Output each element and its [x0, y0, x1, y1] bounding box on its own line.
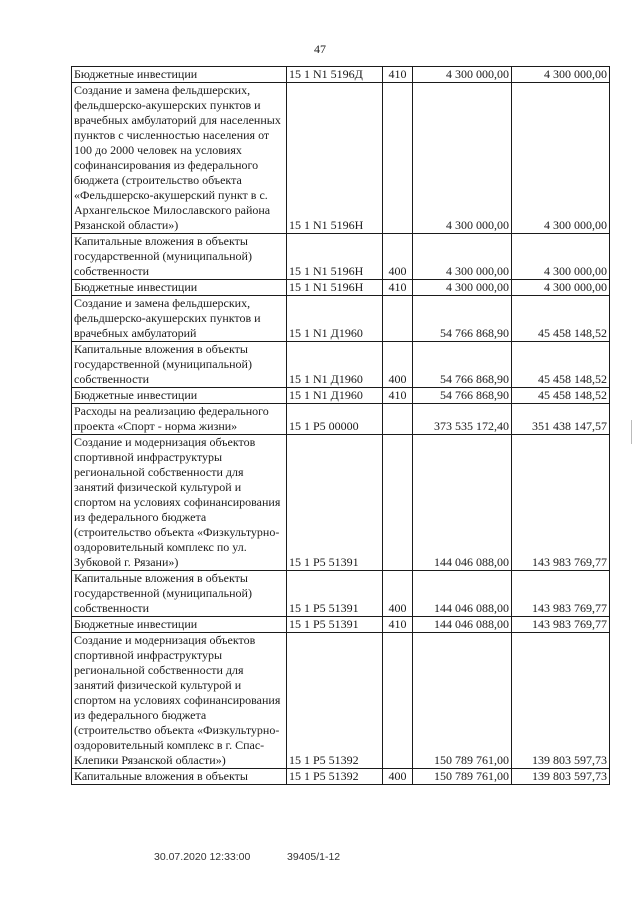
row-amount-2020-cell: 144 046 088,00	[413, 571, 512, 617]
row-amount-executed-cell: 143 983 769,77	[512, 571, 610, 617]
table-row	[72, 83, 610, 234]
row-type-cell	[383, 633, 413, 769]
row-amount-executed-cell: 351 438 147,57	[512, 404, 610, 435]
row-amount-executed-cell: 4 300 000,00	[512, 67, 610, 83]
row-code-cell: 15 1 P5 00000	[287, 404, 383, 435]
row-code-cell: 15 1 P5 51392	[287, 633, 383, 769]
table-row	[72, 296, 610, 342]
row-name-cell: Бюджетные инвестиции	[72, 388, 287, 404]
row-type-cell	[383, 404, 413, 435]
footer-datetime: 30.07.2020 12:33:00	[154, 851, 251, 863]
table-row	[72, 571, 610, 617]
table-row	[72, 280, 610, 296]
table-row	[72, 435, 610, 571]
row-type-cell: 410	[383, 617, 413, 633]
row-type-cell: 400	[383, 342, 413, 388]
row-amount-2020-cell: 150 789 761,00	[413, 769, 512, 785]
row-type-cell: 410	[383, 388, 413, 404]
table-row	[72, 633, 610, 769]
row-type-cell: 410	[383, 280, 413, 296]
row-amount-2020-cell: 150 789 761,00	[413, 633, 512, 769]
row-amount-executed-cell: 4 300 000,00	[512, 280, 610, 296]
row-code-cell: 15 1 N1 5196Н	[287, 83, 383, 234]
row-amount-2020-cell: 54 766 868,90	[413, 296, 512, 342]
row-code-cell: 15 1 P5 51391	[287, 571, 383, 617]
table-row	[72, 388, 610, 404]
row-type-cell	[383, 83, 413, 234]
row-code-cell: 15 1 N1 Д1960	[287, 388, 383, 404]
row-code-cell: 15 1 P5 51391	[287, 435, 383, 571]
row-amount-2020-cell: 4 300 000,00	[413, 83, 512, 234]
row-code-cell: 15 1 N1 5196Д	[287, 67, 383, 83]
row-code-cell: 15 1 P5 51391	[287, 617, 383, 633]
row-amount-executed-cell: 45 458 148,52	[512, 296, 610, 342]
row-amount-executed-cell: 139 803 597,73	[512, 769, 610, 785]
row-type-cell	[383, 435, 413, 571]
row-name-cell: Бюджетные инвестиции	[72, 67, 287, 83]
table-row	[72, 769, 610, 785]
row-amount-2020-cell: 4 300 000,00	[413, 280, 512, 296]
row-amount-executed-cell: 143 983 769,77	[512, 617, 610, 633]
row-name-cell: Создание и замена фельдшерских, фельдшерско-акушерских пунктов и врачебных амбулаторий	[72, 296, 287, 342]
row-amount-executed-cell: 45 458 148,52	[512, 342, 610, 388]
page-number: 47	[314, 42, 326, 56]
row-code-cell: 15 1 N1 Д1960	[287, 342, 383, 388]
table-row	[72, 67, 610, 83]
row-amount-2020-cell: 4 300 000,00	[413, 234, 512, 280]
row-name-cell: Создание и модернизация объектов спортивной инфраструктуры региональной собственности для занятий физической культурой и спортом на условиях софинансирования из федерального бюджета (строительство объекта «Физкультурно-оздоровительный комплекс в г. Спас-Клепики Рязанской области»)	[72, 633, 287, 769]
row-name-cell: Капитальные вложения в объекты	[72, 769, 287, 785]
row-amount-2020-cell: 54 766 868,90	[413, 388, 512, 404]
row-code-cell: 15 1 N1 5196Н	[287, 280, 383, 296]
row-amount-2020-cell: 4 300 000,00	[413, 67, 512, 83]
row-amount-executed-cell: 143 983 769,77	[512, 435, 610, 571]
row-code-cell: 15 1 N1 5196Н	[287, 234, 383, 280]
budget-table-body	[72, 67, 610, 785]
table-row	[72, 617, 610, 633]
row-amount-executed-cell: 45 458 148,52	[512, 388, 610, 404]
row-name-cell: Расходы на реализацию федерального проекта «Спорт - норма жизни»	[72, 404, 287, 435]
row-name-cell: Капитальные вложения в объекты государственной (муниципальной) собственности	[72, 571, 287, 617]
scan-edge-mark	[631, 420, 632, 444]
row-amount-2020-cell: 144 046 088,00	[413, 435, 512, 571]
row-amount-2020-cell: 144 046 088,00	[413, 617, 512, 633]
budget-table	[71, 66, 610, 785]
row-amount-2020-cell: 54 766 868,90	[413, 342, 512, 388]
row-name-cell: Капитальные вложения в объекты государственной (муниципальной) собственности	[72, 342, 287, 388]
row-name-cell: Создание и замена фельдшерских, фельдшерско-акушерских пунктов и врачебных амбулаторий для населенных пунктов с численностью населения от 100 до 2000 человек на условиях софинансирования из федерального бюджета (строительство объекта «Фельдшерско-акушерский пункт в с. Архангельское Милославского района Рязанской области»)	[72, 83, 287, 234]
row-amount-executed-cell: 4 300 000,00	[512, 234, 610, 280]
table-row	[72, 404, 610, 435]
row-amount-executed-cell: 139 803 597,73	[512, 633, 610, 769]
row-name-cell: Бюджетные инвестиции	[72, 617, 287, 633]
row-type-cell	[383, 296, 413, 342]
row-name-cell: Капитальные вложения в объекты государственной (муниципальной) собственности	[72, 234, 287, 280]
row-name-cell: Создание и модернизация объектов спортивной инфраструктуры региональной собственности для занятий физической культурой и спортом на условиях софинансирования из федерального бюджета (строительство объекта «Физкультурно-оздоровительный комплекс по ул. Зубковой г. Рязани»)	[72, 435, 287, 571]
row-amount-executed-cell: 4 300 000,00	[512, 83, 610, 234]
row-type-cell: 400	[383, 571, 413, 617]
row-amount-2020-cell: 373 535 172,40	[413, 404, 512, 435]
row-code-cell: 15 1 N1 Д1960	[287, 296, 383, 342]
footer-doc-id: 39405/1-12	[287, 851, 341, 863]
row-type-cell: 400	[383, 769, 413, 785]
row-type-cell: 410	[383, 67, 413, 83]
row-code-cell: 15 1 P5 51392	[287, 769, 383, 785]
row-type-cell: 400	[383, 234, 413, 280]
row-name-cell: Бюджетные инвестиции	[72, 280, 287, 296]
table-row	[72, 342, 610, 388]
table-row	[72, 234, 610, 280]
